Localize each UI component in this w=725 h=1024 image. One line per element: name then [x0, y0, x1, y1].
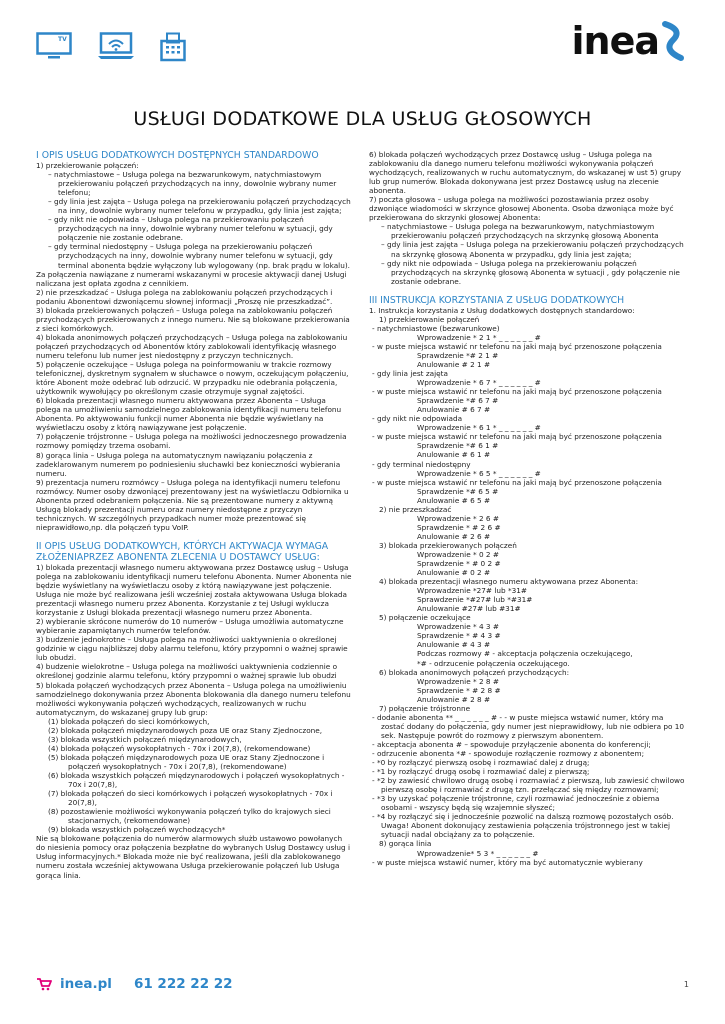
phone-number: 61 222 22 22: [133, 976, 233, 992]
text-line: 8) gorąca linia – Usługa polega na automatycznym nawiązaniu połączenia z zadeklarowanym numerem po podniesieniu słuchawki bez konieczności wybierania numeru.: [36, 450, 341, 478]
text-line: 1) blokada prezentacji własnego numeru aktywowana przez Dostawcę usług – Usługa polega na zablokowaniu identyfikacji numeru telefonu Abonenta. Numer Abonenta nie będzie wyświetlany na wyświetlaczu osoby z którą nawiązywane jest połączenie. Usługa nie może być realizowana jeśli wcześniej została aktywowana Usługa blokada prezentacji własnego numeru przez Abonenta. Korzystanie z tej Usługi wyklucza korzystanie z Usługi blokada prezentacji własnego numeru przez Abonenta.: [36, 562, 352, 618]
text-line: – gdy nikt nie odpowiada – Usługa polega na przekierowaniu połączeń przychodzących na skrzynkę głosową Abonenta w sytuacji , gdy połączenie nie zostanie odebrane.: [381, 258, 680, 286]
text-line: 6) blokada połączeń wychodzących przez Dostawcę usług – Usługa polega na zablokowaniu dla danego numeru telefonu możliwości wykonywania połączeń wychodzących, realizowanych w ruchu automatycznym, do wskazanej w ust 5) grupy lub grup numerów. Blokada dokonywana jest przez Dostawcę usług na zlecenie abonenta.: [369, 150, 682, 196]
code-line: Wprowadzenie * 2 6 #: [417, 513, 500, 523]
text-line: 3) blokada przekierowanych połączeń – Usługa polega na zablokowaniu połączeń przychodzących przekierowanych z innego numeru. Nie są blokowane przekierowania z sieci komórkowych.: [36, 305, 350, 333]
code-line: Anulowanie # 6 5 #: [417, 495, 491, 505]
code-line: Wprowadzenie * 2 1 * _ _ _ _ _ _ #: [417, 332, 541, 342]
phone-icon: [160, 32, 186, 62]
code-line: Wprowadzenie * 6 7 * _ _ _ _ _ _ #: [417, 378, 541, 388]
text-line: - *4 by rozłączyć się i jednocześnie pozwolić na dalszą rozmowę pozostałych osób. Uwaga! Abonent dokonujący zestawienia połączenia trójstronnego jest w takiej sytuacji nadal obciążany za to połączenie.: [372, 812, 674, 840]
code-line: Anulowanie # 4 3 #: [417, 640, 491, 650]
text-line: 7) połączenie trójstronne – Usługa polega na możliwości jednoczesnego prowadzenia rozmowy pomiędzy trzema osobami.: [36, 432, 347, 451]
text-line: - w puste miejsca wstawić nr telefonu na jaki mają być przenoszone połączenia: [372, 477, 662, 487]
text-line: 4) budzenie wielokrotne – Usługa polega na możliwości uaktywnienia codziennie o określonej godzinie alarmu telefonu, który przypomni o ważnej sprawie lub obudzi: [36, 662, 338, 681]
text-line: 5) blokada połączeń wychodzących przez Abonenta – Usługa polega na umożliwieniu samodzielnego dokonywania przez Abonenta blokowania dla danego numeru telefonu możliwości wykonywania połączeń wychodzących, realizowanych w ruchu automatycznym, do wskazanej grupy lub grup:: [36, 680, 351, 717]
list-item: (8) pozostawienie możliwości wykonywania połączeń tylko do krajowych sieci stacjonarnych, (rekomendowane): [48, 807, 331, 826]
code-line: *# - odrzucenie połączenia oczekującego.: [417, 658, 570, 668]
text-line: 7) połączenie trójstronne: [379, 703, 471, 713]
text-line: - *2 by zawiesić chwilowo drugą osobę i rozmawiać z pierwszą, lub zawiesić chwilowo pierwszą osobę i rozmawiać z drugą tzn. przełączać się między rozmowami;: [372, 776, 685, 795]
code-line: Sprawdzenie * # 4 3 #: [417, 631, 501, 641]
text-line: - w puste miejsca wstawić nr telefonu na jaki mają być przenoszone połączenia: [372, 387, 662, 397]
tv-label: TV: [58, 36, 67, 43]
text-line: 1. Instrukcja korzystania z Usług dodatkowych dostępnych standardowo:: [369, 305, 635, 315]
list-item: (9) blokada wszystkich połączeń wychodzących*: [48, 825, 226, 835]
logo-text: inea: [571, 19, 659, 63]
text-line: 4) blokada anonimowych połączeń przychodzących – Usługa polega na zablokowaniu połączeń przychodzących od Abonentów który zablokowali identyfikację własnego numeru telefonu lub numer jest niedostępny z przyczyn technicznych.: [36, 332, 348, 360]
section-heading-3: III INSTRUKCJA KORZYSTANIA Z USŁUG DODATKOWYCH: [369, 294, 625, 306]
text-line: – gdy linia jest zajęta – Usługa polega na przekierowaniu połączeń przychodzących na skrzynkę głosową Abonenta w przypadku, gdy linia jest zajęta;: [381, 240, 684, 259]
code-line: Anulowanie # 6 7 #: [417, 405, 491, 415]
left-column: [36, 150, 352, 880]
text-line: - natychmiastowe (bezwarunkowe): [372, 323, 500, 333]
code-line: Wprowadzenie *27# lub *31#: [417, 586, 528, 596]
inea-logo: [572, 20, 690, 62]
text-line: 3) budzenie jednokrotne – Usługa polega na możliwości uaktywnienia o określonej godzinie w ciągu najbliższej doby alarmu telefonu, który przypomni o ważnej sprawie lub obudzi.: [36, 635, 348, 663]
cart-icon: [36, 977, 52, 991]
code-line: Wprowadzenie * 6 1 * _ _ _ _ _ _ #: [417, 423, 541, 433]
page-number: 1: [683, 980, 689, 989]
section-heading-2: II OPIS USŁUG DODATKOWYCH, KTÓRYCH AKTYWACJA WYMAGA ZŁOŻENIAPRZEZ ABONENTA ZLECENIA U DOSTAWCY USŁUG:: [36, 540, 329, 563]
text-line: - gdy linia jest zajęta: [372, 369, 449, 379]
text-line: - gdy terminal niedostępny: [372, 459, 471, 469]
text-line: - gdy nikt nie odpowiada: [372, 414, 463, 424]
page-title: USŁUGI DODATKOWE DLA USŁUG GŁOSOWYCH: [133, 108, 592, 130]
text-line: Za połączenia nawiązane z numerami wskazanymi w procesie aktywacji danej Usługi naliczana jest opłata zgodna z cennikiem.: [36, 269, 347, 288]
code-line: Sprawdzenie *#27# lub *#31#: [417, 595, 533, 605]
list-item: (4) blokada połączeń wysokopłatnych - 70x i 20(7,8), (rekomendowane): [48, 743, 311, 753]
right-column: [369, 150, 689, 867]
text-line: - *1 by rozłączyć drugą osobę i rozmawiać dalej z pierwszą;: [372, 767, 590, 777]
text-line: – gdy linia jest zajęta – Usługa polega na przekierowaniu połączeń przychodzących na inny, dowolnie wybrany numer telefonu w przypadku, gdy linia jest zajęta;: [48, 197, 351, 216]
text-line: - w puste miejsca wstawić nr telefonu na jaki mają być przenoszone połączenia: [372, 432, 662, 442]
code-line: Sprawdzenie *# 6 1 #: [417, 441, 499, 451]
list-item: (6) blokada wszystkich połączeń międzynarodowych i połączeń wysokopłatnych - 70x i 20(7,8),: [48, 771, 345, 790]
text-line: - akceptacja abonenta # – spowoduje przyłączenie abonenta do konferencji;: [372, 739, 651, 749]
list-item: (5) blokada połączeń międzynarodowych poza UE oraz Stany Zjednoczone i połączeń wysokopłatnych - 70x i 20(7,8), (rekomendowane): [48, 752, 325, 771]
text-line: 5) połączenie oczekujące: [379, 613, 471, 623]
text-line: - w puste miejsca wstawić nr telefonu na jaki mają być przenoszone połączenia: [372, 341, 662, 351]
code-line: Anulowanie # 6 1 #: [417, 450, 491, 460]
code-line: Anulowanie #27# lub #31#: [417, 604, 521, 614]
text-line: - dodanie abonenta ** _ _ _ _ _ _ # - - w puste miejsca wstawić numer, który ma zostać dodany do połączenia, gdy numer jest nieprawidłowy, lub nie odbiera po 10 sek. Następuje powrót do rozmowy z pierwszym abonentem.: [372, 712, 685, 740]
code-line: Wprowadzenie * 0 2 #: [417, 549, 500, 559]
code-line: Wprowadzenie* 5 3 * _ _ _ _ _ _ #: [417, 848, 539, 858]
code-line: Anulowanie # 0 2 #: [417, 568, 491, 578]
text-line: 7) poczta głosowa – usługa polega na możliwości pozostawiania przez osoby dzwoniące wiadomości w skrzynce głosowej Abonenta. Osoba dzwoniąca może być przekierowana do skrzynki głosowej Abonenta:: [369, 195, 674, 223]
tv-icon: [36, 32, 72, 60]
text-line: 3) blokada przekierowanych połączeń: [379, 540, 517, 550]
text-line: Nie są blokowane połączenia do numerów alarmowych służb ustawowo powołanych do niesienia pomocy oraz połączenia bezpłatne do wybranych Usług Dostawcy usług i Usług informacyjnych.* Blokada może nie być realizowana, jeśli dla zablokowanego numeru została wcześniej aktywowana Usługa przekierowanie połączeń lub Usługa gorąca linia.: [36, 834, 350, 880]
text-line: - odrzucenie abonenta *# - spowoduje rozłączenie rozmowy z abonentem;: [372, 749, 645, 758]
code-line: Sprawdzenie *# 6 7 #: [417, 396, 499, 406]
text-line: – gdy nikt nie odpowiada – Usługa polega na przekierowaniu połączeń przychodzących na inny, dowolnie wybrany numer telefonu w sytuacji, gdy połączenie nie zostanie odebrane.: [48, 215, 333, 243]
code-line: Sprawdzenie * # 2 6 #: [417, 522, 501, 532]
code-line: Sprawdzenie * # 2 8 #: [417, 685, 501, 695]
text-line: – natychmiastowe – Usługa polega na bezwarunkowym, natychmiastowym przekierowaniu połączeń przychodzących na inny, dowolnie wybrany numer telefonu;: [48, 170, 337, 198]
text-line: - *0 by rozłączyć pierwszą osobę i rozmawiać dalej z drugą;: [372, 758, 590, 768]
text-line: - *3 by uzyskać połączenie trójstronne, czyli rozmawiać jednocześnie z obiema osobami - wszyscy będą się wzajemnie słyszeć;: [372, 794, 660, 813]
text-line: - w puste miejsca wstawić numer, który ma być automatycznie wybierany: [372, 857, 643, 867]
code-line: Wprowadzenie * 2 8 #: [417, 676, 500, 686]
text-line: – natychmiastowe – Usługa polega na bezwarunkowym, natychmiastowym przekierowaniu połączeń przychodzących na skrzynkę głosową Abonenta: [381, 222, 659, 241]
code-line: Anulowanie # 2 1 #: [417, 359, 491, 369]
code-line: Anulowanie # 2 8 #: [417, 694, 491, 704]
code-line: Anulowanie # 2 6 #: [417, 531, 491, 541]
text-line: 6) blokada anonimowych połączeń przychodzących:: [379, 667, 570, 677]
section-heading-1: I OPIS USŁUG DODATKOWYCH DOSTĘPNYCH STANDARDOWO: [36, 150, 319, 161]
text-line: 2) nie przeszkadzać: [379, 504, 452, 514]
list-item: (1) blokada połączeń do sieci komórkowych,: [48, 716, 210, 726]
text-line: 1) przekierowanie połączeń:: [36, 161, 139, 170]
text-line: 5) połączenie oczekujące – Usługa polega na poinformowaniu w trakcie rozmowy telefonicznej, dyskretnym sygnałem w słuchawce o nowym, oczekującym połączeniu, które Abonent może odebrać lub odrzucić. W przypadku nie odebrania połączenia, użytkownik wywołujący po określonym czasie otrzymuje sygnał zajętości.: [36, 360, 349, 397]
text-line: – gdy terminal niedostępny – Usługa polega na przekierowaniu połączeń przychodzących na inny, dowolnie wybrany numer telefonu w sytuacji, gdy terminal abonenta będzie wyłączony lub wylogowany (np. brak prądu w lokalu).: [48, 242, 350, 270]
website-link[interactable]: inea.pl: [60, 976, 112, 992]
wifi-icon: [97, 32, 135, 60]
code-line: Sprawdzenie *# 2 1 #: [417, 350, 499, 360]
code-line: Podczas rozmowy # - akceptacja połączenia oczekującego,: [417, 649, 633, 659]
code-line: Sprawdzenie * # 0 2 #: [417, 559, 501, 569]
logo-swirl-icon: [659, 20, 689, 62]
text-line: 2) nie przeszkadzać – Usługa polega na zablokowaniu połączeń przychodzących i podaniu Abonentowi dzwoniącemu słownej informacji „Proszę nie przeszkadzać”.: [36, 287, 333, 306]
text-line: 1) przekierowanie połączeń: [379, 314, 480, 324]
code-line: Wprowadzenie * 4 3 #: [417, 622, 500, 632]
text-line: 8) gorąca linia: [379, 839, 432, 849]
text-line: 9) prezentacja numeru rozmówcy – Usługa polega na identyfikacji numeru telefonu rozmówcy. Numer osoby dzwoniącej prezentowany jest na wyświetlaczu Odbiornika u Abonenta przed odebraniem połączenia. Nie są prezentowane numery z aktywną Usługą blokady prezentacji numeru oraz numery niedostępne z przyczyn technicznych. W szczególnych przypadkach numer może prezentować się nieprawidłowo,np. dla połączeń typu VoIP.: [36, 477, 349, 532]
code-line: Sprawdzenie *# 6 5 #: [417, 486, 499, 496]
list-item: (3) blokada wszystkich połączeń międzynarodowych,: [48, 734, 242, 744]
footer-contact: [36, 976, 233, 992]
text-line: 6) blokada prezentacji własnego numeru aktywowana przez Abonenta – Usługa polega na umożliwieniu samodzielnego zablokowania identyfikacji numeru telefonu Abonenta. Po aktywowaniu funkcji numer Abonenta nie będzie wyświetlany na wyświetlaczu osoby z którą nawiązywane jest połączenie.: [36, 396, 342, 433]
header-icons: [36, 32, 186, 62]
text-line: 2) wybieranie skrócone numerów do 10 numerów – Usługa umożliwia automatyczne wybieranie zapamiętanych numerów telefonów.: [36, 617, 344, 636]
text-line: 4) blokada prezentacji własnego numeru aktywowana przez Abonenta:: [379, 577, 639, 587]
list-item: (7) blokada połączeń do sieci komórkowych i połączeń wysokopłatnych - 70x i 20(7,8),: [48, 789, 333, 808]
list-item: (2) blokada połączeń międzynarodowych poza UE oraz Stany Zjednoczone,: [48, 725, 323, 735]
code-line: Wprowadzenie * 6 5 * _ _ _ _ _ _ #: [417, 468, 541, 478]
